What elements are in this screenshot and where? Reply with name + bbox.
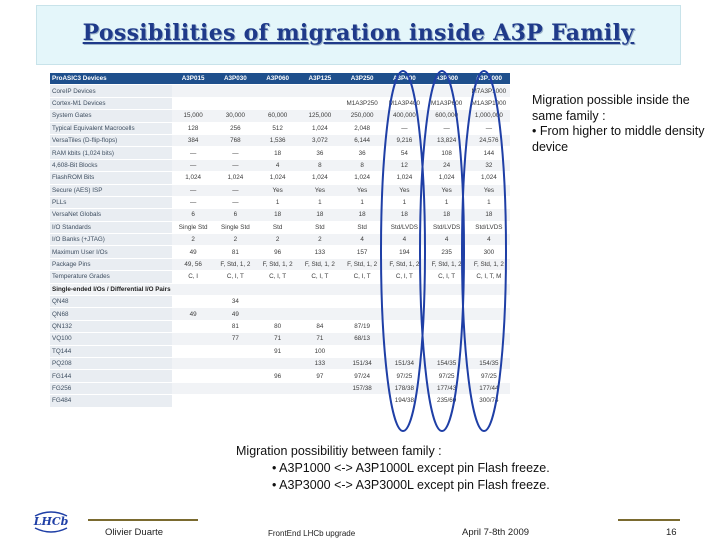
table-header-cell: A3P030 bbox=[214, 73, 256, 85]
table-cell: 177/44 bbox=[468, 382, 510, 394]
table-cell: F, Std, 1, 2 bbox=[341, 258, 383, 270]
row-label: Package Pins bbox=[50, 258, 172, 270]
table-cell: 13,824 bbox=[426, 134, 468, 146]
table-cell: C, I, T bbox=[383, 271, 425, 283]
table-cell: 133 bbox=[299, 357, 341, 369]
table-cell bbox=[341, 395, 383, 407]
table-cell bbox=[426, 308, 468, 320]
table-cell: 2 bbox=[299, 234, 341, 246]
table-cell: 4 bbox=[468, 234, 510, 246]
table-cell: 4 bbox=[383, 234, 425, 246]
table-cell bbox=[383, 296, 425, 308]
row-label: PLLs bbox=[50, 196, 172, 208]
table-cell: 4 bbox=[426, 234, 468, 246]
row-label: Cortex-M1 Devices bbox=[50, 97, 172, 109]
table-cell: 154/35 bbox=[468, 357, 510, 369]
table-cell: Yes bbox=[257, 184, 299, 196]
table-cell: 84 bbox=[299, 320, 341, 332]
table-row bbox=[50, 122, 510, 134]
table-cell: 81 bbox=[214, 320, 256, 332]
table-cell: 194/38 bbox=[383, 395, 425, 407]
table-cell: 36 bbox=[299, 147, 341, 159]
table-cell: M7A3P1000 bbox=[468, 85, 510, 97]
proasic3-table bbox=[50, 73, 510, 408]
table-cell bbox=[257, 395, 299, 407]
table-cell: 80 bbox=[257, 320, 299, 332]
table-cell: 128 bbox=[172, 122, 214, 134]
row-label: 4,608-Bit Blocks bbox=[50, 159, 172, 171]
table-cell: 3,072 bbox=[299, 134, 341, 146]
table-cell: 1,024 bbox=[341, 172, 383, 184]
table-cell bbox=[341, 85, 383, 97]
table-cell: 1 bbox=[299, 196, 341, 208]
table-cell: 34 bbox=[214, 296, 256, 308]
table-cell: 12 bbox=[383, 159, 425, 171]
table-cell: 125,000 bbox=[299, 110, 341, 122]
side-note-line1: Migration possible inside the same family : bbox=[532, 93, 690, 123]
table-cell bbox=[214, 97, 256, 109]
row-label: FG484 bbox=[50, 395, 172, 407]
row-label: QN48 bbox=[50, 296, 172, 308]
table-cell: M1A3P250 bbox=[341, 97, 383, 109]
table-cell bbox=[257, 357, 299, 369]
table-cell bbox=[426, 296, 468, 308]
table-cell: Std/LVDS bbox=[426, 221, 468, 233]
table-cell: — bbox=[214, 147, 256, 159]
table-cell: 1 bbox=[426, 196, 468, 208]
device-comparison-table bbox=[50, 73, 510, 439]
table-cell: 235/60 bbox=[426, 395, 468, 407]
table-cell: 512 bbox=[257, 122, 299, 134]
table-cell: 178/38 bbox=[383, 382, 425, 394]
table-header-cell: A3P250 bbox=[341, 73, 383, 85]
table-cell: 256 bbox=[214, 122, 256, 134]
table-cell: F, Std, 1, 2 bbox=[468, 258, 510, 270]
table-cell bbox=[257, 97, 299, 109]
table-cell: 1,536 bbox=[257, 134, 299, 146]
table-cell: C, I, T, M bbox=[468, 271, 510, 283]
table-row bbox=[50, 147, 510, 159]
table-cell: 71 bbox=[299, 333, 341, 345]
table-cell: 768 bbox=[214, 134, 256, 146]
table-cell: Single Std bbox=[214, 221, 256, 233]
table-cell bbox=[383, 320, 425, 332]
row-label: VersaNet Globals bbox=[50, 209, 172, 221]
table-cell: 157 bbox=[341, 246, 383, 258]
table-cell bbox=[214, 85, 256, 97]
table-cell: Std bbox=[299, 221, 341, 233]
table-cell: — bbox=[172, 159, 214, 171]
table-cell bbox=[468, 345, 510, 357]
table-cell: 1,024 bbox=[257, 172, 299, 184]
table-cell: 8 bbox=[341, 159, 383, 171]
table-cell: — bbox=[214, 196, 256, 208]
table-cell bbox=[172, 370, 214, 382]
table-cell bbox=[426, 345, 468, 357]
table-cell: F, Std, 1, 2 bbox=[299, 258, 341, 270]
footer-line-right bbox=[618, 519, 680, 521]
table-cell: C, I bbox=[172, 271, 214, 283]
row-label: FlashROM Bits bbox=[50, 172, 172, 184]
table-cell: 194 bbox=[383, 246, 425, 258]
table-cell: 1,024 bbox=[468, 172, 510, 184]
table-cell bbox=[426, 320, 468, 332]
table-cell: — bbox=[468, 122, 510, 134]
row-label: CoreIP Devices bbox=[50, 85, 172, 97]
table-cell: 18 bbox=[257, 209, 299, 221]
footer-event: FrontEnd LHCb upgrade bbox=[268, 529, 356, 538]
table-cell bbox=[172, 97, 214, 109]
table-cell bbox=[468, 296, 510, 308]
table-cell: C, I, T bbox=[341, 271, 383, 283]
table-cell: 177/43 bbox=[426, 382, 468, 394]
table-cell: 2 bbox=[172, 234, 214, 246]
table-cell bbox=[257, 296, 299, 308]
table-cell: 4 bbox=[257, 159, 299, 171]
table-cell bbox=[172, 85, 214, 97]
table-cell bbox=[172, 320, 214, 332]
title-banner bbox=[36, 5, 681, 65]
table-cell: 1 bbox=[468, 196, 510, 208]
table-cell: 250,000 bbox=[341, 110, 383, 122]
table-cell: — bbox=[172, 147, 214, 159]
table-cell: 77 bbox=[214, 333, 256, 345]
table-cell: — bbox=[214, 184, 256, 196]
table-cell: F, Std, 1, 2 bbox=[426, 258, 468, 270]
row-label: Typical Equivalent Macrocells bbox=[50, 122, 172, 134]
table-cell bbox=[214, 370, 256, 382]
footer-date: April 7-8th 2009 bbox=[462, 527, 530, 538]
table-cell: 18 bbox=[299, 209, 341, 221]
table-cell: 49 bbox=[214, 308, 256, 320]
table-cell bbox=[299, 308, 341, 320]
side-note-line2: • From higher to middle density device bbox=[532, 124, 705, 154]
row-label: I/O Banks (+JTAG) bbox=[50, 234, 172, 246]
table-cell: 87/19 bbox=[341, 320, 383, 332]
table-cell: M1A3P1000 bbox=[468, 97, 510, 109]
row-label: Single-ended I/Os / Differential I/O Pairs bbox=[50, 283, 510, 295]
table-row bbox=[50, 234, 510, 246]
table-row bbox=[50, 196, 510, 208]
table-cell bbox=[172, 333, 214, 345]
table-cell: M1A3P400 bbox=[383, 97, 425, 109]
table-cell: 133 bbox=[299, 246, 341, 258]
table-cell: 81 bbox=[214, 246, 256, 258]
table-cell: 400,000 bbox=[383, 110, 425, 122]
table-cell: 1 bbox=[341, 196, 383, 208]
table-cell: C, I, T bbox=[299, 271, 341, 283]
table-header-cell: A3P400 bbox=[383, 73, 425, 85]
table-cell: Yes bbox=[426, 184, 468, 196]
table-header-cell: A3P1000 bbox=[468, 73, 510, 85]
table-row bbox=[50, 246, 510, 258]
row-label: TQ144 bbox=[50, 345, 172, 357]
table-cell bbox=[383, 345, 425, 357]
table-row bbox=[50, 296, 510, 308]
table-row bbox=[50, 110, 510, 122]
table-cell bbox=[341, 345, 383, 357]
table-cell: 2 bbox=[257, 234, 299, 246]
table-cell bbox=[257, 382, 299, 394]
table-cell bbox=[257, 308, 299, 320]
table-header-cell: A3P015 bbox=[172, 73, 214, 85]
table-cell: F, Std, 1, 2 bbox=[214, 258, 256, 270]
table-cell bbox=[383, 85, 425, 97]
table-cell: F, Std, 1, 2 bbox=[257, 258, 299, 270]
table-cell: 49 bbox=[172, 246, 214, 258]
table-header-cell: A3P060 bbox=[257, 73, 299, 85]
table-cell bbox=[299, 97, 341, 109]
table-cell: 24 bbox=[426, 159, 468, 171]
table-row bbox=[50, 308, 510, 320]
table-cell bbox=[214, 357, 256, 369]
bottom-note-item2: • A3P3000 <-> A3P3000L except pin Flash freeze. bbox=[272, 478, 550, 492]
table-cell bbox=[426, 333, 468, 345]
table-cell: 49, 56 bbox=[172, 258, 214, 270]
table-row bbox=[50, 172, 510, 184]
table-cell: 1 bbox=[383, 196, 425, 208]
table-cell: 6,144 bbox=[341, 134, 383, 146]
table-cell: Yes bbox=[299, 184, 341, 196]
table-cell: 68/13 bbox=[341, 333, 383, 345]
table-cell: 9,216 bbox=[383, 134, 425, 146]
table-cell bbox=[426, 85, 468, 97]
table-cell: 97/25 bbox=[383, 370, 425, 382]
table-cell bbox=[172, 395, 214, 407]
table-cell: 4 bbox=[341, 234, 383, 246]
table-cell: 6 bbox=[214, 209, 256, 221]
bottom-note-item1: • A3P1000 <-> A3P1000L except pin Flash freeze. bbox=[272, 461, 550, 475]
table-cell: Std/LVDS bbox=[468, 221, 510, 233]
table-row bbox=[50, 258, 510, 270]
table-cell: 97/24 bbox=[341, 370, 383, 382]
table-row bbox=[50, 184, 510, 196]
bottom-note-title: Migration possibilitiy between family : bbox=[236, 444, 442, 458]
row-label: I/O Standards bbox=[50, 221, 172, 233]
table-row bbox=[50, 134, 510, 146]
table-cell: — bbox=[172, 196, 214, 208]
table-cell: 96 bbox=[257, 246, 299, 258]
table-cell bbox=[299, 85, 341, 97]
table-cell: C, I, T bbox=[426, 271, 468, 283]
table-cell: 157/38 bbox=[341, 382, 383, 394]
row-label: System Gates bbox=[50, 110, 172, 122]
table-cell: Std bbox=[341, 221, 383, 233]
table-cell: 32 bbox=[468, 159, 510, 171]
table-cell bbox=[214, 395, 256, 407]
table-row bbox=[50, 320, 510, 332]
table-cell: 151/34 bbox=[341, 357, 383, 369]
table-header-cell: A3P600 bbox=[426, 73, 468, 85]
table-cell: 300/74 bbox=[468, 395, 510, 407]
table-cell: C, I, T bbox=[214, 271, 256, 283]
table-cell: 1,024 bbox=[383, 172, 425, 184]
table-cell: Std/LVDS bbox=[383, 221, 425, 233]
table-cell: 2 bbox=[214, 234, 256, 246]
table-header-cell: ProASIC3 Devices bbox=[50, 73, 172, 85]
table-cell bbox=[172, 357, 214, 369]
slide-title: Possibilities of migration inside A3P Family bbox=[82, 20, 635, 46]
table-cell bbox=[172, 296, 214, 308]
table-cell: 18 bbox=[257, 147, 299, 159]
table-cell: 235 bbox=[426, 246, 468, 258]
table-cell: 1,024 bbox=[299, 122, 341, 134]
table-cell bbox=[341, 308, 383, 320]
table-cell: 151/34 bbox=[383, 357, 425, 369]
table-cell bbox=[383, 333, 425, 345]
table-row bbox=[50, 382, 510, 394]
table-cell bbox=[299, 395, 341, 407]
table-cell: 49 bbox=[172, 308, 214, 320]
table-cell: 1,024 bbox=[299, 172, 341, 184]
table-cell: 60,000 bbox=[257, 110, 299, 122]
table-cell bbox=[214, 382, 256, 394]
table-cell: — bbox=[172, 184, 214, 196]
table-cell: 15,000 bbox=[172, 110, 214, 122]
table-row bbox=[50, 345, 510, 357]
table-row bbox=[50, 159, 510, 171]
table-row bbox=[50, 357, 510, 369]
table-cell bbox=[341, 296, 383, 308]
table-cell bbox=[468, 333, 510, 345]
table-cell: — bbox=[214, 159, 256, 171]
table-cell: 108 bbox=[426, 147, 468, 159]
table-row bbox=[50, 209, 510, 221]
table-row bbox=[50, 271, 510, 283]
table-cell: 18 bbox=[426, 209, 468, 221]
table-cell: Std bbox=[257, 221, 299, 233]
table-cell bbox=[299, 382, 341, 394]
table-cell: 1,024 bbox=[426, 172, 468, 184]
row-label: FG256 bbox=[50, 382, 172, 394]
table-cell: Yes bbox=[468, 184, 510, 196]
table-cell: 30,000 bbox=[214, 110, 256, 122]
table-cell: 96 bbox=[257, 370, 299, 382]
table-cell: 8 bbox=[299, 159, 341, 171]
table-cell: 384 bbox=[172, 134, 214, 146]
row-label: Maximum User I/Os bbox=[50, 246, 172, 258]
table-cell: 97/25 bbox=[468, 370, 510, 382]
table-cell: — bbox=[426, 122, 468, 134]
table-cell: 18 bbox=[383, 209, 425, 221]
table-cell: 24,576 bbox=[468, 134, 510, 146]
table-cell bbox=[257, 85, 299, 97]
table-cell: 6 bbox=[172, 209, 214, 221]
table-cell: 97 bbox=[299, 370, 341, 382]
table-cell: 300 bbox=[468, 246, 510, 258]
table-cell: 1 bbox=[257, 196, 299, 208]
table-cell: 1,024 bbox=[172, 172, 214, 184]
table-cell: 2,048 bbox=[341, 122, 383, 134]
table-row bbox=[50, 395, 510, 407]
table-cell: 54 bbox=[383, 147, 425, 159]
table-cell: — bbox=[383, 122, 425, 134]
lhcb-logo bbox=[33, 506, 69, 538]
table-header-row bbox=[50, 73, 510, 85]
row-label: QN132 bbox=[50, 320, 172, 332]
table-cell bbox=[468, 308, 510, 320]
table-cell: 100 bbox=[299, 345, 341, 357]
footer-page-number: 16 bbox=[666, 527, 677, 538]
row-label: Secure (AES) ISP bbox=[50, 184, 172, 196]
footer-line-left bbox=[88, 519, 198, 521]
table-cell: F, Std, 1, 2 bbox=[383, 258, 425, 270]
table-cell: Single Std bbox=[172, 221, 214, 233]
bottom-note bbox=[236, 443, 550, 494]
table-cell: 600,000 bbox=[426, 110, 468, 122]
row-label: VQ100 bbox=[50, 333, 172, 345]
table-cell bbox=[299, 296, 341, 308]
table-header-cell: A3P125 bbox=[299, 73, 341, 85]
row-label: FG144 bbox=[50, 370, 172, 382]
table-cell: 18 bbox=[468, 209, 510, 221]
table-row bbox=[50, 97, 510, 109]
side-note bbox=[532, 93, 712, 155]
table-row bbox=[50, 283, 510, 295]
table-cell: 1,024 bbox=[214, 172, 256, 184]
table-cell: Yes bbox=[383, 184, 425, 196]
table-cell: M1A3P600 bbox=[426, 97, 468, 109]
footer-author: Olivier Duarte bbox=[105, 527, 164, 538]
row-label: VersaTiles (D-flip-flops) bbox=[50, 134, 172, 146]
table-row bbox=[50, 370, 510, 382]
table-row bbox=[50, 221, 510, 233]
table-cell bbox=[172, 345, 214, 357]
table-cell: 97/25 bbox=[426, 370, 468, 382]
table-cell bbox=[468, 320, 510, 332]
table-cell bbox=[383, 308, 425, 320]
logo-text: LHCb bbox=[33, 515, 69, 528]
table-cell: 91 bbox=[257, 345, 299, 357]
table-cell: 144 bbox=[468, 147, 510, 159]
table-cell: Yes bbox=[341, 184, 383, 196]
table-cell: 18 bbox=[341, 209, 383, 221]
table-cell: 36 bbox=[341, 147, 383, 159]
row-label: PQ208 bbox=[50, 357, 172, 369]
table-cell bbox=[214, 345, 256, 357]
row-label: Temperature Grades bbox=[50, 271, 172, 283]
table-row bbox=[50, 333, 510, 345]
table-cell bbox=[172, 382, 214, 394]
table-cell: 71 bbox=[257, 333, 299, 345]
table-cell: C, I, T bbox=[257, 271, 299, 283]
table-cell: 1,000,000 bbox=[468, 110, 510, 122]
table-row bbox=[50, 85, 510, 97]
row-label: QN68 bbox=[50, 308, 172, 320]
row-label: RAM kbits (1,024 bits) bbox=[50, 147, 172, 159]
table-cell: 154/35 bbox=[426, 357, 468, 369]
